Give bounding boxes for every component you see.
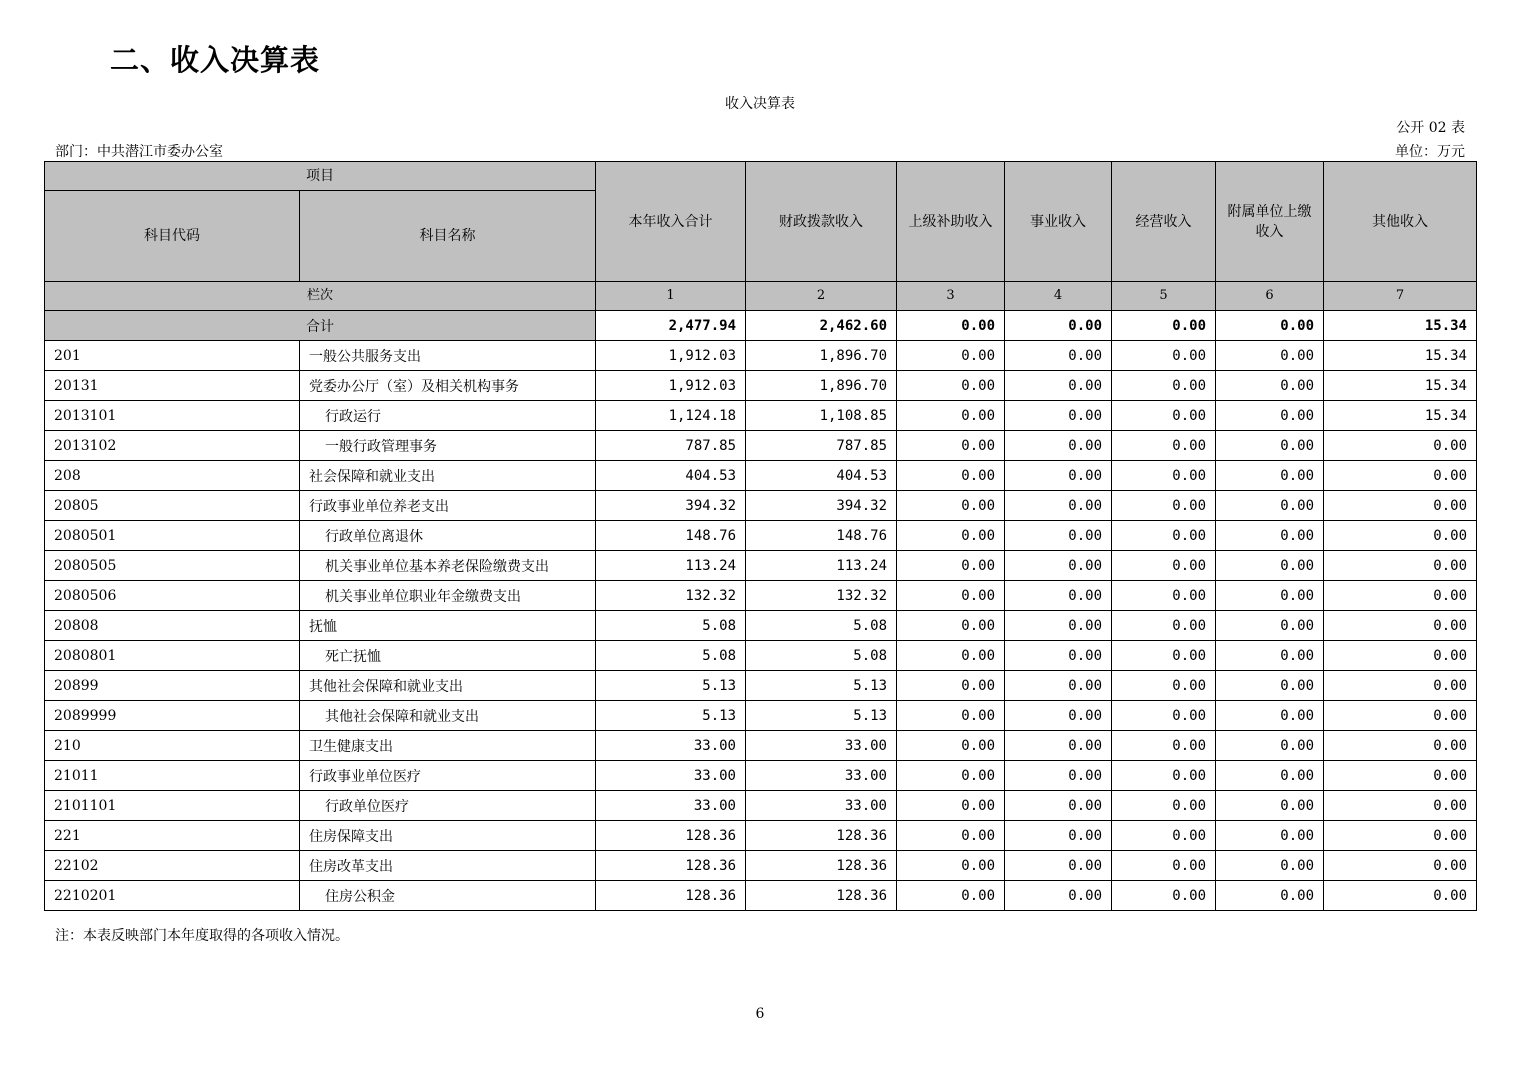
amount-cell: 0.00 — [1005, 521, 1112, 551]
amount-cell: 5.13 — [746, 701, 897, 731]
amount-cell: 0.00 — [1324, 761, 1477, 791]
subject-code-cell: 22102 — [45, 851, 300, 881]
amount-cell: 0.00 — [1005, 341, 1112, 371]
amount-cell: 0.00 — [1216, 851, 1324, 881]
amount-cell: 0.00 — [897, 341, 1005, 371]
subject-name-text: 一般行政管理事务 — [325, 438, 437, 455]
amount-cell: 0.00 — [1005, 761, 1112, 791]
amount-cell: 0.00 — [897, 791, 1005, 821]
amount-cell: 0.00 — [897, 551, 1005, 581]
amount-cell: 113.24 — [746, 551, 897, 581]
amount-cell: 0.00 — [1324, 461, 1477, 491]
table-row — [45, 431, 1477, 461]
table-row — [45, 401, 1477, 431]
table-row — [45, 341, 1477, 371]
amount-cell: 0.00 — [1324, 551, 1477, 581]
amount-cell: 0.00 — [1112, 821, 1216, 851]
amount-cell: 0.00 — [897, 851, 1005, 881]
amount-cell: 0.00 — [1112, 881, 1216, 911]
subject-code-cell: 210 — [45, 731, 300, 761]
total-value: 2,462.60 — [746, 311, 897, 341]
amount-cell: 0.00 — [1005, 461, 1112, 491]
header-project: 项目 — [45, 162, 596, 191]
amount-cell: 0.00 — [1112, 671, 1216, 701]
amount-cell: 0.00 — [897, 491, 1005, 521]
amount-cell: 33.00 — [746, 731, 897, 761]
header-col-7: 其他收入 — [1324, 162, 1477, 282]
table-row — [45, 881, 1477, 911]
subject-name-text: 卫生健康支出 — [309, 738, 393, 755]
amount-cell: 1,912.03 — [596, 341, 746, 371]
table-row — [45, 461, 1477, 491]
amount-cell: 0.00 — [1112, 431, 1216, 461]
amount-cell: 0.00 — [897, 671, 1005, 701]
amount-cell: 0.00 — [1112, 401, 1216, 431]
amount-cell: 0.00 — [1005, 671, 1112, 701]
subject-code-cell: 20131 — [45, 371, 300, 401]
amount-cell: 0.00 — [1005, 611, 1112, 641]
amount-cell: 0.00 — [1216, 491, 1324, 521]
amount-cell: 0.00 — [1112, 461, 1216, 491]
unit-label: 单位：万元 — [1395, 144, 1465, 160]
amount-cell: 113.24 — [596, 551, 746, 581]
total-label: 合计 — [45, 311, 596, 341]
subject-code-cell: 2080501 — [45, 521, 300, 551]
table-row — [45, 611, 1477, 641]
subject-name-cell — [300, 341, 596, 371]
subject-name-text: 行政单位医疗 — [325, 798, 409, 815]
header-col-4: 事业收入 — [1005, 162, 1112, 282]
amount-cell: 132.32 — [746, 581, 897, 611]
total-value: 0.00 — [1216, 311, 1324, 341]
amount-cell: 1,108.85 — [746, 401, 897, 431]
table-row — [45, 551, 1477, 581]
amount-cell: 0.00 — [1216, 551, 1324, 581]
amount-cell: 404.53 — [746, 461, 897, 491]
amount-cell: 0.00 — [1216, 521, 1324, 551]
amount-cell: 0.00 — [1005, 371, 1112, 401]
amount-cell: 0.00 — [1005, 401, 1112, 431]
amount-cell: 15.34 — [1324, 341, 1477, 371]
income-settlement-table — [44, 161, 1477, 911]
amount-cell: 0.00 — [897, 401, 1005, 431]
amount-cell: 33.00 — [596, 791, 746, 821]
amount-cell: 5.13 — [596, 701, 746, 731]
amount-cell: 128.36 — [746, 821, 897, 851]
table-row — [45, 851, 1477, 881]
subject-name-text: 住房公积金 — [325, 888, 395, 905]
amount-cell: 0.00 — [1112, 341, 1216, 371]
subject-name-cell — [300, 431, 596, 461]
subject-name-text: 抚恤 — [309, 618, 337, 635]
column-number: 1 — [596, 282, 746, 311]
subject-code-cell: 2089999 — [45, 701, 300, 731]
subject-name-cell — [300, 581, 596, 611]
header-code: 科目代码 — [45, 191, 300, 282]
table-row — [45, 761, 1477, 791]
subject-name-text: 其他社会保障和就业支出 — [309, 678, 463, 695]
subject-name-cell — [300, 401, 596, 431]
amount-cell: 0.00 — [1324, 581, 1477, 611]
amount-cell: 148.76 — [746, 521, 897, 551]
subject-code-cell: 2013101 — [45, 401, 300, 431]
amount-cell: 394.32 — [596, 491, 746, 521]
table-row — [45, 731, 1477, 761]
subject-name-cell — [300, 761, 596, 791]
subject-code-cell: 21011 — [45, 761, 300, 791]
subject-name-cell — [300, 881, 596, 911]
subject-name-cell — [300, 791, 596, 821]
header-col-5: 经营收入 — [1112, 162, 1216, 282]
amount-cell: 0.00 — [1324, 611, 1477, 641]
amount-cell: 128.36 — [746, 851, 897, 881]
subject-name-cell — [300, 821, 596, 851]
page-number: 6 — [755, 1006, 765, 1022]
subject-code-cell: 2080801 — [45, 641, 300, 671]
amount-cell: 0.00 — [1112, 851, 1216, 881]
amount-cell: 0.00 — [1216, 461, 1324, 491]
amount-cell: 1,896.70 — [746, 371, 897, 401]
table-row — [45, 701, 1477, 731]
amount-cell: 0.00 — [897, 461, 1005, 491]
subject-name-text: 住房保障支出 — [309, 828, 393, 845]
section-title: 二、收入决算表 — [110, 43, 321, 77]
subject-code-cell: 201 — [45, 341, 300, 371]
amount-cell: 0.00 — [897, 881, 1005, 911]
subject-name-text: 一般公共服务支出 — [309, 348, 421, 365]
amount-cell: 0.00 — [897, 521, 1005, 551]
amount-cell: 0.00 — [1112, 761, 1216, 791]
amount-cell: 0.00 — [1216, 371, 1324, 401]
amount-cell: 0.00 — [897, 431, 1005, 461]
amount-cell: 0.00 — [1005, 731, 1112, 761]
amount-cell: 0.00 — [1324, 641, 1477, 671]
amount-cell: 148.76 — [596, 521, 746, 551]
subject-code-cell: 2101101 — [45, 791, 300, 821]
amount-cell: 0.00 — [1324, 431, 1477, 461]
column-number: 5 — [1112, 282, 1216, 311]
subject-code-cell: 20805 — [45, 491, 300, 521]
column-number: 2 — [746, 282, 897, 311]
amount-cell: 0.00 — [1112, 551, 1216, 581]
subject-name-cell — [300, 611, 596, 641]
amount-cell: 0.00 — [897, 731, 1005, 761]
subject-name-text: 死亡抚恤 — [325, 648, 381, 665]
table-row — [45, 521, 1477, 551]
header-name: 科目名称 — [300, 191, 596, 282]
amount-cell: 128.36 — [596, 851, 746, 881]
amount-cell: 0.00 — [1112, 611, 1216, 641]
subject-name-text: 住房改革支出 — [309, 858, 393, 875]
amount-cell: 0.00 — [1216, 641, 1324, 671]
amount-cell: 0.00 — [1005, 581, 1112, 611]
subject-name-cell — [300, 371, 596, 401]
amount-cell: 0.00 — [1216, 791, 1324, 821]
amount-cell: 787.85 — [746, 431, 897, 461]
subject-code-cell: 2210201 — [45, 881, 300, 911]
amount-cell: 5.08 — [746, 641, 897, 671]
amount-cell: 0.00 — [1324, 491, 1477, 521]
table-row — [45, 581, 1477, 611]
amount-cell: 5.13 — [746, 671, 897, 701]
subject-name-cell — [300, 671, 596, 701]
header-row-label: 栏次 — [45, 282, 596, 311]
amount-cell: 394.32 — [746, 491, 897, 521]
table-row — [45, 821, 1477, 851]
subject-name-cell — [300, 701, 596, 731]
subject-name-cell — [300, 731, 596, 761]
amount-cell: 33.00 — [596, 731, 746, 761]
amount-cell: 0.00 — [1005, 551, 1112, 581]
amount-cell: 0.00 — [1324, 521, 1477, 551]
subject-name-text: 行政运行 — [325, 408, 381, 425]
amount-cell: 0.00 — [1216, 731, 1324, 761]
column-number: 7 — [1324, 282, 1477, 311]
table-row — [45, 491, 1477, 521]
amount-cell: 33.00 — [596, 761, 746, 791]
subject-code-cell: 208 — [45, 461, 300, 491]
amount-cell: 1,896.70 — [746, 341, 897, 371]
header-col-2: 财政拨款收入 — [746, 162, 897, 282]
amount-cell: 0.00 — [1112, 371, 1216, 401]
subject-name-text: 行政事业单位养老支出 — [309, 498, 449, 515]
amount-cell: 0.00 — [1112, 491, 1216, 521]
subject-code-cell: 2080506 — [45, 581, 300, 611]
amount-cell: 0.00 — [1324, 791, 1477, 821]
amount-cell: 0.00 — [1216, 671, 1324, 701]
form-number: 公开 02 表 — [1396, 120, 1465, 136]
table-row — [45, 641, 1477, 671]
amount-cell: 0.00 — [897, 701, 1005, 731]
subject-code-cell: 20808 — [45, 611, 300, 641]
subject-name-text: 机关事业单位基本养老保险缴费支出 — [325, 558, 549, 575]
header-col-6: 附属单位上缴收入 — [1216, 162, 1324, 282]
subject-code-cell: 221 — [45, 821, 300, 851]
amount-cell: 787.85 — [596, 431, 746, 461]
total-value: 0.00 — [1005, 311, 1112, 341]
total-value: 15.34 — [1324, 311, 1477, 341]
amount-cell: 0.00 — [1216, 341, 1324, 371]
subject-name-text: 机关事业单位职业年金缴费支出 — [325, 588, 521, 605]
amount-cell: 0.00 — [1005, 701, 1112, 731]
amount-cell: 0.00 — [897, 821, 1005, 851]
table-row — [45, 791, 1477, 821]
amount-cell: 15.34 — [1324, 371, 1477, 401]
amount-cell: 0.00 — [1324, 731, 1477, 761]
amount-cell: 0.00 — [1216, 611, 1324, 641]
department-label: 部门：中共潜江市委办公室 — [55, 144, 223, 160]
subject-code-cell: 2013102 — [45, 431, 300, 461]
amount-cell: 0.00 — [1112, 581, 1216, 611]
amount-cell: 5.08 — [746, 611, 897, 641]
amount-cell: 0.00 — [1216, 581, 1324, 611]
amount-cell: 0.00 — [897, 761, 1005, 791]
amount-cell: 128.36 — [596, 881, 746, 911]
amount-cell: 1,124.18 — [596, 401, 746, 431]
amount-cell: 5.08 — [596, 641, 746, 671]
amount-cell: 0.00 — [1005, 431, 1112, 461]
amount-cell: 0.00 — [1005, 851, 1112, 881]
amount-cell: 33.00 — [746, 761, 897, 791]
total-value: 0.00 — [897, 311, 1005, 341]
table-row — [45, 371, 1477, 401]
amount-cell: 128.36 — [746, 881, 897, 911]
column-number: 3 — [897, 282, 1005, 311]
table-row — [45, 671, 1477, 701]
subject-name-text: 行政单位离退休 — [325, 528, 423, 545]
amount-cell: 0.00 — [1005, 881, 1112, 911]
header-col-1: 本年收入合计 — [596, 162, 746, 282]
amount-cell: 0.00 — [897, 611, 1005, 641]
amount-cell: 0.00 — [1112, 731, 1216, 761]
amount-cell: 0.00 — [1324, 851, 1477, 881]
subject-code-cell: 2080505 — [45, 551, 300, 581]
subject-name-text: 其他社会保障和就业支出 — [325, 708, 479, 725]
amount-cell: 0.00 — [1112, 701, 1216, 731]
header-col-3: 上级补助收入 — [897, 162, 1005, 282]
amount-cell: 5.08 — [596, 611, 746, 641]
amount-cell: 0.00 — [1324, 671, 1477, 701]
amount-cell: 0.00 — [1005, 791, 1112, 821]
amount-cell: 1,912.03 — [596, 371, 746, 401]
amount-cell: 132.32 — [596, 581, 746, 611]
amount-cell: 5.13 — [596, 671, 746, 701]
amount-cell: 0.00 — [1112, 791, 1216, 821]
subject-name-cell — [300, 551, 596, 581]
amount-cell: 0.00 — [1005, 821, 1112, 851]
amount-cell: 0.00 — [1216, 701, 1324, 731]
amount-cell: 0.00 — [1216, 431, 1324, 461]
amount-cell: 0.00 — [1005, 641, 1112, 671]
column-number: 4 — [1005, 282, 1112, 311]
subject-name-cell — [300, 491, 596, 521]
amount-cell: 404.53 — [596, 461, 746, 491]
amount-cell: 0.00 — [1216, 761, 1324, 791]
column-number: 6 — [1216, 282, 1324, 311]
amount-cell: 0.00 — [897, 371, 1005, 401]
subject-name-text: 党委办公厅（室）及相关机构事务 — [309, 378, 519, 395]
amount-cell: 33.00 — [746, 791, 897, 821]
amount-cell: 0.00 — [1112, 521, 1216, 551]
subject-name-cell — [300, 521, 596, 551]
amount-cell: 0.00 — [1216, 821, 1324, 851]
amount-cell: 0.00 — [897, 641, 1005, 671]
amount-cell: 0.00 — [1216, 881, 1324, 911]
subject-name-cell — [300, 641, 596, 671]
amount-cell: 0.00 — [1112, 641, 1216, 671]
subject-code-cell: 20899 — [45, 671, 300, 701]
total-value: 0.00 — [1112, 311, 1216, 341]
subject-name-text: 社会保障和就业支出 — [309, 468, 435, 485]
amount-cell: 0.00 — [897, 581, 1005, 611]
subject-name-cell — [300, 461, 596, 491]
total-row — [45, 311, 1477, 341]
subject-name-cell — [300, 851, 596, 881]
amount-cell: 0.00 — [1005, 491, 1112, 521]
amount-cell: 0.00 — [1324, 701, 1477, 731]
total-value: 2,477.94 — [596, 311, 746, 341]
subject-name-text: 行政事业单位医疗 — [309, 768, 421, 785]
amount-cell: 0.00 — [1216, 401, 1324, 431]
amount-cell: 15.34 — [1324, 401, 1477, 431]
amount-cell: 0.00 — [1324, 881, 1477, 911]
table-title: 收入决算表 — [725, 96, 795, 112]
amount-cell: 128.36 — [596, 821, 746, 851]
table-note: 注：本表反映部门本年度取得的各项收入情况。 — [55, 928, 349, 944]
amount-cell: 0.00 — [1324, 821, 1477, 851]
